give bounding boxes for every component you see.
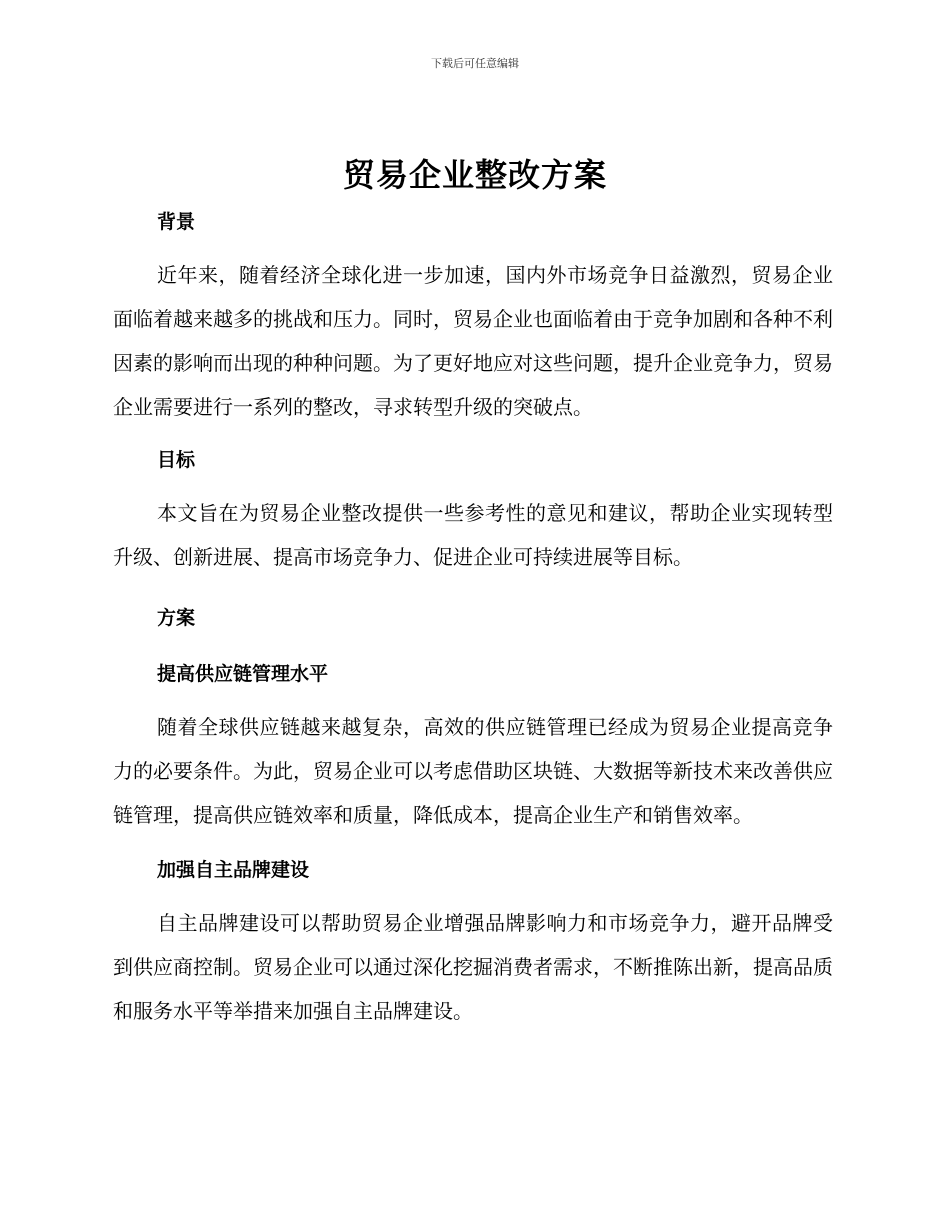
page-header-note: 下载后可任意编辑 [431, 57, 519, 70]
document-title: 贸易企业整改方案 [342, 156, 607, 194]
section-paragraph-goal: 本文旨在为贸易企业整改提供一些参考性的意见和建议，帮助企业实现转型升级、创新进展、提高市场竞争力、促进企业可持续进展等目标。 [113, 501, 833, 569]
section-paragraph-brand: 自主品牌建设可以帮助贸易企业增强品牌影响力和市场竞争力，避开品牌受到供应商控制。贸易企业可以通过深化挖掘消费者需求，不断推陈出新，提高品质和服务水平等举措来加强自主品牌建设。 [113, 911, 833, 1023]
section-heading-goal: 目标 [157, 449, 196, 471]
section-paragraph-supply-chain: 随着全球供应链越来越复杂，高效的供应链管理已经成为贸易企业提高竞争力的必要条件。为此，贸易企业可以考虑借助区块链、大数据等新技术来改善供应链管理，提高供应链效率和质量，降低成本，提高企业生产和销售效率。 [113, 715, 833, 827]
section-heading-background: 背景 [157, 211, 196, 233]
section-heading-brand: 加强自主品牌建设 [157, 859, 310, 881]
document-body [113, 205, 833, 1033]
section-heading-plan: 方案 [157, 607, 196, 629]
section-heading-supply-chain: 提高供应链管理水平 [157, 663, 329, 685]
section-paragraph-background: 近年来，随着经济全球化进一步加速，国内外市场竞争日益激烈，贸易企业面临着越来越多的挑战和压力。同时，贸易企业也面临着由于竞争加剧和各种不利因素的影响而出现的种种问题。为了更好地应对这些问题，提升企业竞争力，贸易企业需要进行一系列的整改，寻求转型升级的突破点。 [113, 263, 833, 419]
